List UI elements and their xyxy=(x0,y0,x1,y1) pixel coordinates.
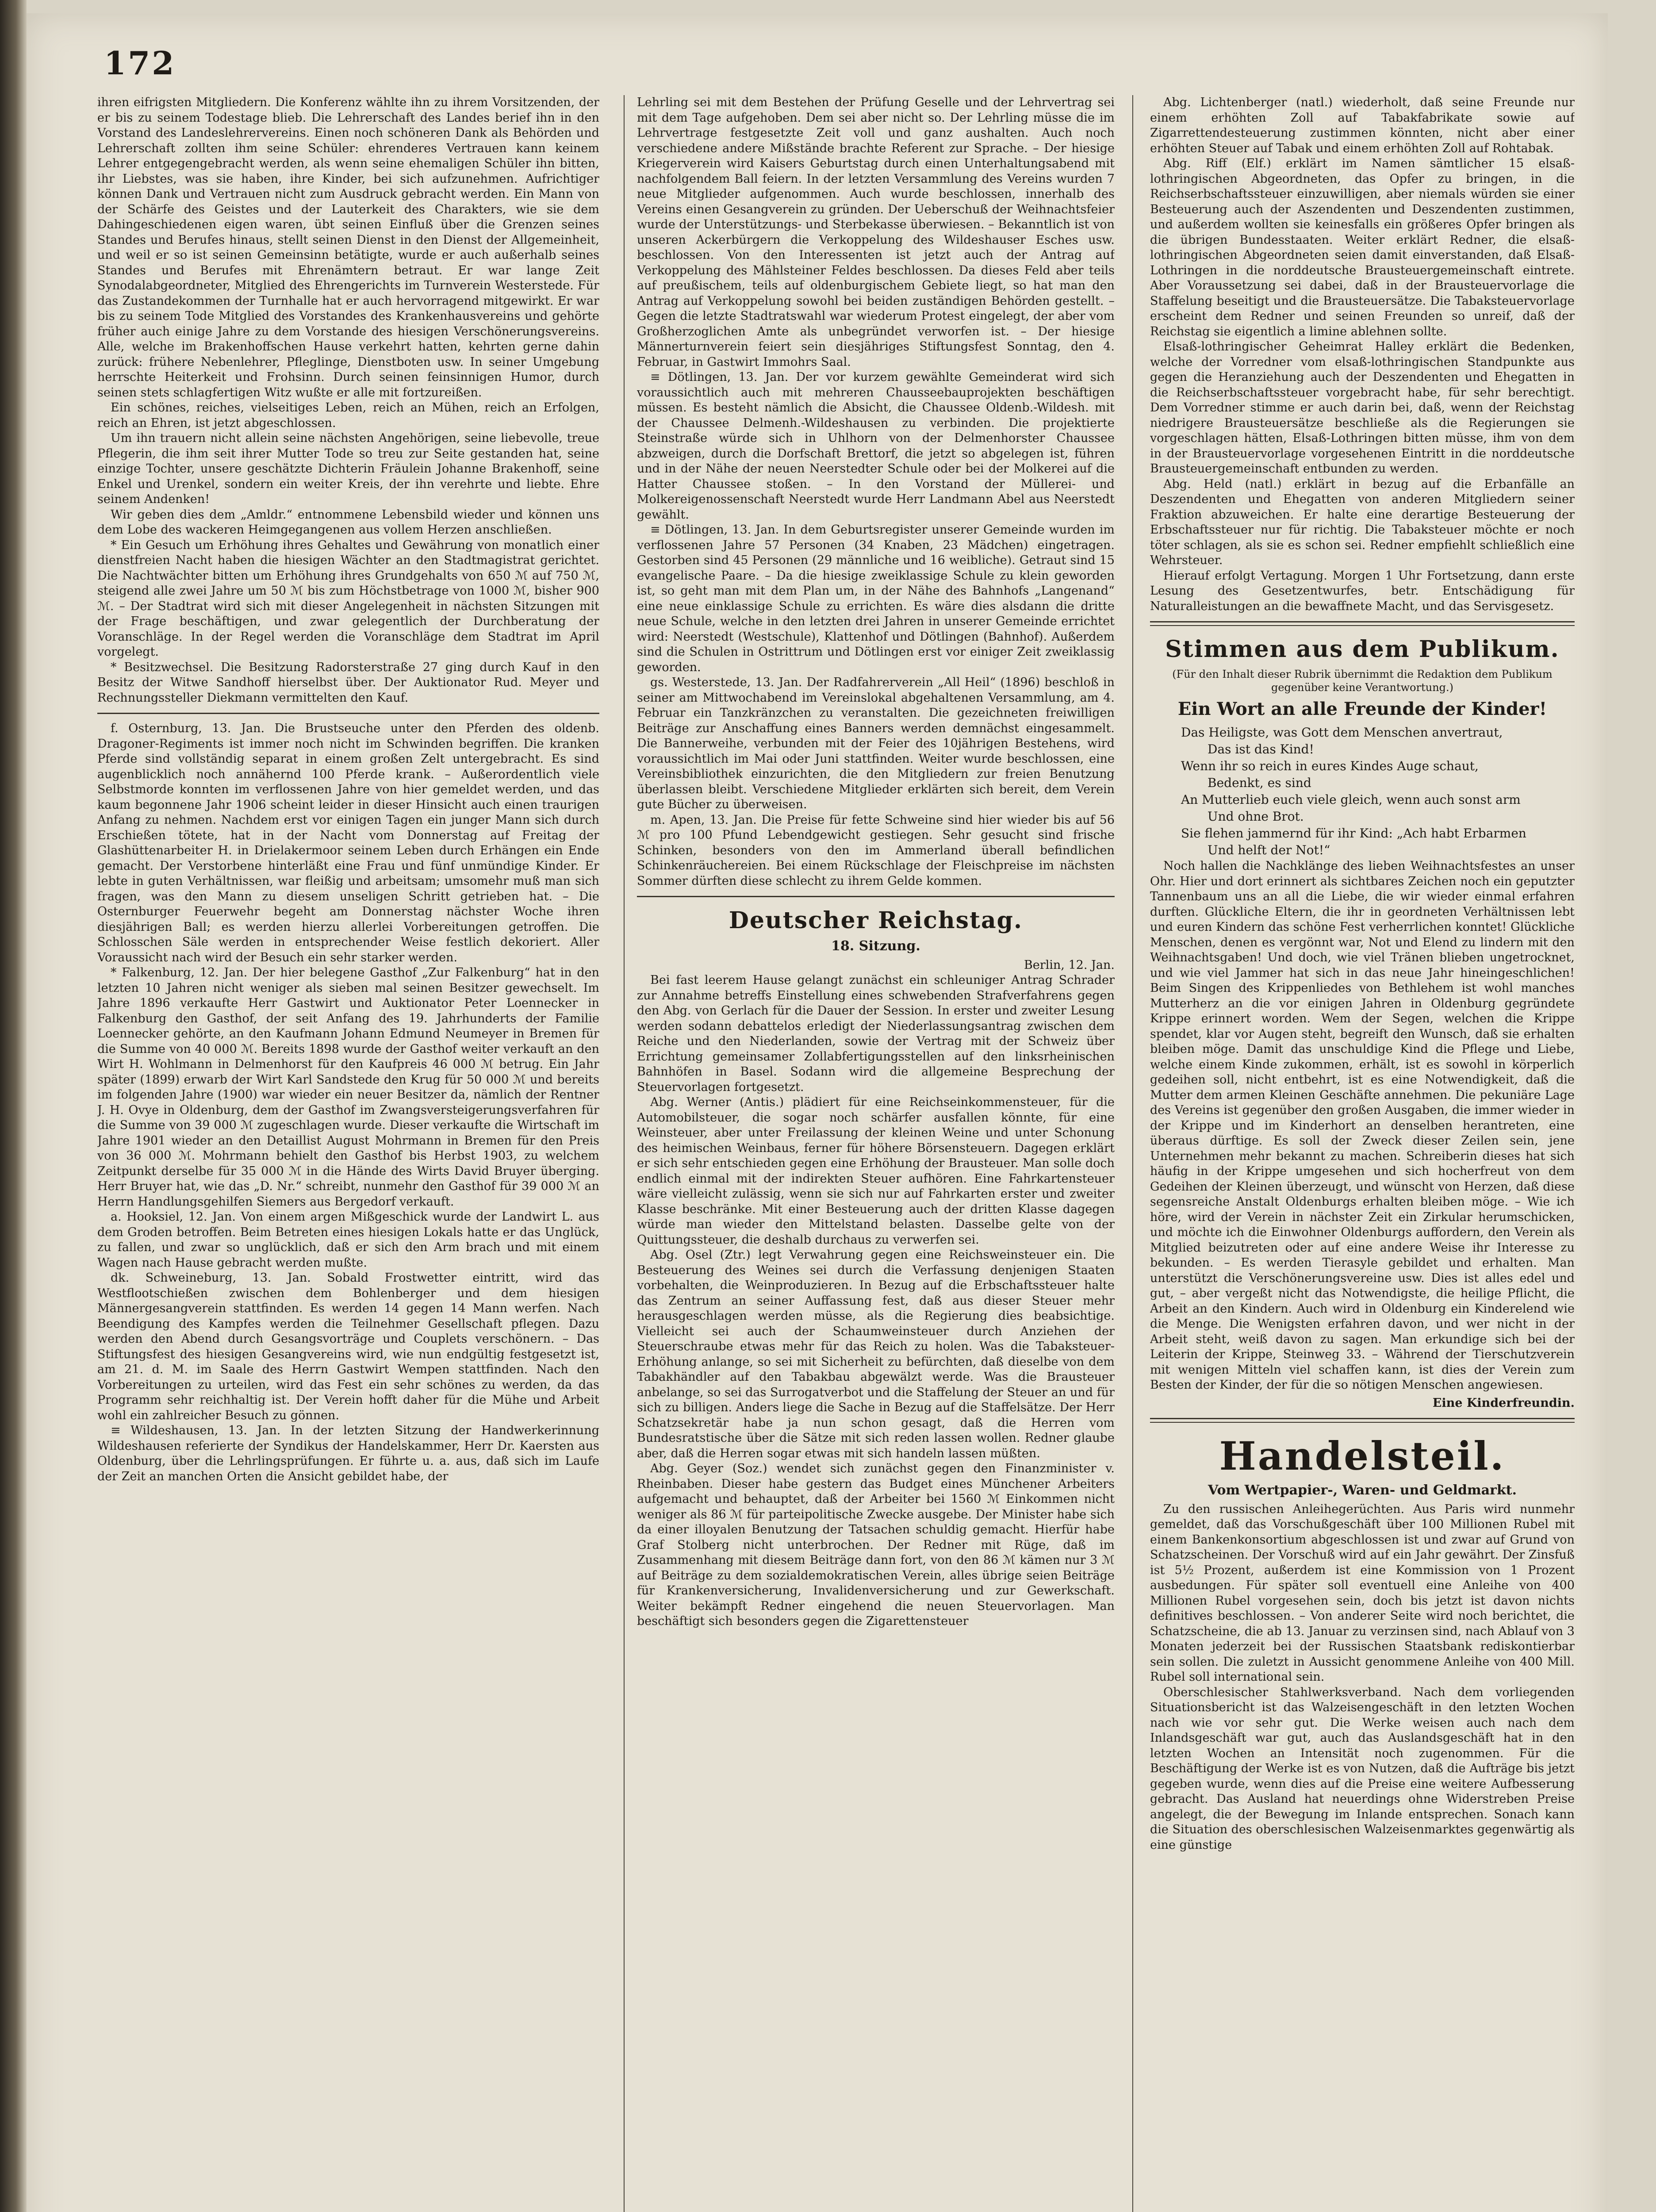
session-label: 18. Sitzung. xyxy=(831,938,920,954)
letter-title: Ein Wort an alle Freunde der Kinder! xyxy=(1177,699,1547,719)
report-paragraph: Abg. Lichtenberger (natl.) wiederholt, daß seine Freunde nur einem erhöhten Zoll auf Tabakfabrikate sowie auf Zigarrettendesteuerung zustimmen könnten, nicht aber einer erhöhten Steuer auf Tabak und einem erhöhten Zoll auf Rohtabak. xyxy=(1150,96,1575,155)
report-paragraph: Abg. Werner (Antis.) plädiert für eine Reichseinkommensteuer, für die Automobilsteuer, die sogar noch schärfer ausfallen könnte, für eine Weinsteuer, aber unter Freilassung der kleinen Weine und unter Schonung des heimischen Weinbaus, ferner für höhere Börsensteuern. Dagegen erklärt er sich sehr entschieden gegen eine Erhöhung der Brausteuer. Man solle doch endlich einmal mit der indirekten Steuer aufhören. Eine Fahrkartensteuer wäre vielleicht zulässig, wenn sie sich nur auf Fahrkarten erster und zweiter Klasse beschränke. Mit einer Besteuerung auch der dritten Klasse dagegen würde man wieder den Mittelstand belasten. Dasselbe gelte von der Quittungssteuer, die deshalb durchaus zu verwerfen sei. xyxy=(637,1095,1115,1247)
poem-line: An Mutterlieb euch viele gleich, wenn auch sonst arm xyxy=(1181,792,1521,807)
market-news-item: Oberschlesischer Stahlwerksverband. Nach dem vorliegenden Situationsbericht ist das Walzeisengeschäft in den letzten Wochen nach wie vor sehr gut. Die Werke weisen auch nach dem Inlandsgeschäft war gut, auch das Auslandsgeschäft hat in den letzten Wochen an Intensität noch zugenommen. Für die Beschäftigung der Werke ist es von Nutzen, daß die Aufträge bis jetzt gegeben wurde, wenn dies auf die Preise eine weitere Aufbesserung gebracht. Das Ausland hat neuerdings ohne Widerstreben Preise angelegt, die der Bewegung im Inlande entsprechen. Sonach kann die Situation des oberschlesischen Walzeisenmarktes gegenwärtig als eine günstige xyxy=(1150,1685,1575,1852)
poem-line: Das Heiligste, was Gott dem Menschen anvertraut, xyxy=(1181,725,1503,740)
publikum-heading: Stimmen aus dem Publikum. xyxy=(1165,636,1560,663)
section-divider xyxy=(1150,1418,1575,1423)
news-item: gs. Westerstede, 13. Jan. Der Radfahrerverein „All Heil“ (1896) beschloß in seiner am Mittwochabend im Vereinslokal abgehaltenen Versammlung, am 4. Februar ein Tanzkränzchen zu veranstalten. Die gezeichneten freiwilligen Beiträge zur Anschaffung eines Banners werden demnächst eingesammelt. Die Bannerweihe, verbunden mit der Feier des 10jährigen Bestehens, wird voraussichtlich im Mai oder Juni stattfinden. Weiter wurde beschlossen, eine Vereinsbibliothek einzurichten, die den Mitgliedern zur freien Benutzung überlassen bleibt. Verschiedene Mitglieder erklärten sich bereit, dem Verein gute Bücher zu überweisen. xyxy=(637,676,1115,811)
book-binding-edge xyxy=(0,0,27,2212)
news-item: ≡ Dötlingen, 13. Jan. In dem Geburtsregister unserer Gemeinde wurden im verflossenen Jahre 57 Personen (34 Knaben, 23 Mädchen) eingetragen. Gestorben sind 45 Personen (29 männliche und 16 weibliche). Getraut sind 15 evangelische Paare. – Da die hiesige zweiklassige Schule zu klein geworden ist, so geht man mit dem Plan um, in der Nähe des Bahnhofs „Langenand“ eine neue einklassige Schule zu errichten. Es wäre dies alsdann die dritte neue Schule, welche in den letzten drei Jahren in unserer Gemeinde errichtet wird: Neerstedt (Westschule), Klattenhof und Dötlingen (Bahnhof). Außerdem sind die Schulen in Ostrittrum und Dötlingen erst vor einiger Zeit zweiklassig geworden. xyxy=(637,523,1115,674)
poem-line: Das ist das Kind! xyxy=(1208,742,1314,757)
report-paragraph: Hierauf erfolgt Vertagung. Morgen 1 Uhr Fortsetzung, dann erste Lesung des Gesetzentwurfes, betr. Entschädigung für Naturalleistungen an die bewaffnete Macht, und das Servisgesetz. xyxy=(1150,568,1575,613)
news-item: dk. Schweineburg, 13. Jan. Sobald Frostwetter eintritt, wird das Westflootschießen zwischen dem Bohlenberger und dem hiesigen Männergesangverein stattfinden. Es werden 14 gegen 14 Mann werfen. Nach Beendigung des Kampfes werden die Teilnehmer Gesellschaft pflegen. Dazu werden den Abend durch Gesangsvorträge und Couplets verschönern. – Das Stiftungsfest des hiesigen Gesangvereins wird, wie nun endgültig festgesetzt ist, am 21. d. M. im Saale des Herrn Gastwirt Wempen stattfinden. Nach den Vorbereitungen zu urteilen, wird das Fest ein sehr schönes zu werden, da das Programm sehr reichhaltig ist. Der Verein hofft daher für die Mühe und Arbeit wohl ein zahlreicher Besuch zu gönnen. xyxy=(97,1271,599,1422)
section-divider xyxy=(1150,621,1575,626)
report-paragraph: Bei fast leerem Hause gelangt zunächst ein schleuniger Antrag Schrader zur Annahme betreffs Einstellung eines schwebenden Strafverfahrens gegen den Abg. von Gerlach für die Dauer der Session. In erster und zweiter Lesung werden sodann debattelos erledigt der Niederlassungsantrag zwischen dem Reiche und den Niederlanden, sowie der Vertrag mit der Schweiz über Errichtung gemeinsamer Zollabfertigungsstellen auf den linksrheinischen Bahnhöfen in Basel. Sodann wird die allgemeine Besprechung der Steuervorlagen fortgesetzt. xyxy=(637,973,1115,1094)
page-number: 172 xyxy=(104,44,176,82)
news-item: * Besitzwechsel. Die Besitzung Radorsterstraße 27 ging durch Kauf in den Besitz der Witwe Sandhoff hierselbst über. Der Auktionator Rud. Meyer und Rechnungssteller Diekmann vermittelten den Kauf. xyxy=(97,660,599,705)
report-paragraph: Abg. Osel (Ztr.) legt Verwahrung gegen eine Reichsweinsteuer ein. Die Besteuerung des Weines sei durch die Verfassung denjenigen Staaten vorbehalten, die Weinproduzieren. In Bezug auf die Erbschaftssteuer halte das Zentrum an seiner Auffassung fest, daß aus dieser Steuer mehr herausgeschlagen werden müsse, als die Regierung dies beabsichtige. Vielleicht sei auch der Schaumweinsteuer durch Anziehen der Steuerschraube etwas mehr für das Reich zu holen. Was die Tabaksteuer-Erhöhung anlange, so sei mit Sicherheit zu befürchten, daß dieselbe von dem Tabakhändler auf den Tabakbau abgewälzt werde. Was die Brausteuer anbelange, so sei das Surrogatverbot und die Staffelung der Steuer an und für sich zu billigen. Anders liege die Sache in Bezug auf die Staffelsätze. Der Herr Schatzsekretär habe ja nun schon gesagt, daß die Herren vom Bundesratstische über die Sätze mit sich reden lassen wollen. Redner glaube aber, daß die Herren sogar etwas mit sich handeln lassen müßten. xyxy=(637,1248,1115,1460)
report-paragraph: Abg. Geyer (Soz.) wendet sich zunächst gegen den Finanzminister v. Rheinbaben. Dieser habe gestern das Budget eines Münchener Arbeiters aufgemacht und behauptet, daß der Arbeiter bei 1560 ℳ Einkommen nicht weniger als 86 ℳ für parteipolitische Zwecke ausgebe. Der Minister habe sich da einer illoyalen Benutzung der Tatsachen schuldig gemacht. Hierfür habe Graf Stolberg nicht unterbrochen. Der Redner mit Rüge, daß im Zusammenhang mit diesem Beiträge dann fort, von den 86 ℳ kämen nur 3 ℳ auf Beiträge zu dem sozialdemokratischen Verein, alles übrige seien Beiträge für Krankenversicherung, Invalidenversicherung und zur Gewerkschaft. Weiter bekämpft Redner eingehend die neuen Steuervorlagen. Man beschäftigt sich besonders gegen die Zigarettensteuer xyxy=(637,1462,1115,1628)
handelsteil-subheading: Vom Wertpapier-, Waren- und Geldmarkt. xyxy=(1208,1482,1517,1498)
letter-signature: Eine Kinderfreundin. xyxy=(1432,1396,1575,1410)
news-item: * Ein Gesuch um Erhöhung ihres Gehaltes und Gewährung von monatlich einer dienstfreien Nacht haben die hiesigen Wächter an den Stadtmagistrat gerichtet. Die Nachtwächter bitten um Erhöhung ihres Grundgehalts von 650 ℳ auf 750 ℳ, steigend alle zwei Jahre um 50 ℳ bis zum Höchstbetrage von 1000 ℳ, bisher 900 ℳ. – Der Stadtrat wird sich mit dieser Angelegenheit in nächsten Sitzungen mit der Frage beschäftigen, und zwar gelegentlich der Durchberatung der Voranschläge. In der Regel werden die Voranschläge dem Stadtrat im April vorgelegt. xyxy=(97,538,599,659)
handelsteil-heading: Handelsteil. xyxy=(1219,1433,1506,1479)
article-paragraph: Um ihn trauern nicht allein seine nächsten Angehörigen, seine liebevolle, treue Pflegerin, die ihm seit ihrer Mutter Tode so treu zur Seite gestanden hat, seine einzige Tochter, unsere geschätzte Dichterin Fräulein Johanne Brakenhoff, seine Enkel und Urenkel, sondern ein weiter Kreis, der ihn verehrte und liebte. Ehre seinem Andenken! xyxy=(97,431,599,506)
news-item: Lehrling sei mit dem Bestehen der Prüfung Geselle und der Lehrvertrag sei mit dem Tage aufgehoben. Dem sei aber nicht so. Der Lehrling müsse die im Lehrvertrage festgesetzte Zeit voll und ganz aushalten. Auch noch verschiedene andere Mißstände brachte Referent zur Sprache. – Der hiesige Kriegerverein wird Kaisers Geburtstag durch einen Unterhaltungsabend mit nachfolgendem Ball feiern. In der letzten Versammlung des Vereins wurden 7 neue Mitglieder aufgenommen. Auch wurde beschlossen, innerhalb des Vereins einen Gesangverein zu gründen. Der Ueberschuß der Weihnachtsfeier wurde der Unterstützungs- und Sterbekasse überwiesen. – Bekanntlich ist von unseren Ackerbürgern die Verkoppelung des Wildeshauser Esches usw. beschlossen. Von den Interessenten ist jetzt auch der Antrag auf Verkoppelung des Mählsteiner Feldes beschlossen. Da dieses Feld aber teils auf preußischem, teils auf oldenburgischem Gebiete liegt, so hat man den Antrag auf Verkoppelung sowohl bei beiden zuständigen Behörden gestellt. – Gegen die letzte Stadtratswahl war wiederum Protest eingelegt, der aber vom Großherzoglichen Amte als unbegründet verworfen ist. – Der hiesige Männerturnverein feiert sein diesjähriges Stiftungsfest Sonntag, den 4. Februar, in Gastwirt Immohrs Saal. xyxy=(637,96,1115,369)
report-paragraph: Abg. Held (natl.) erklärt in bezug auf die Erbanfälle an Deszendenten und Ehegatten von anderen Mitgliedern seiner Fraktion abzuweichen. Er halte eine derartige Besteuerung der Erbschaftssteuer nur für richtig. Die Tabaksteuer möchte er noch töter schlagen, als sie es schon sei. Redner empfiehlt schließlich eine Wehrsteuer. xyxy=(1150,477,1575,567)
poem-line: Bedenkt, es sind xyxy=(1208,776,1311,790)
editorial-disclaimer: (Für den Inhalt dieser Rubrik übernimmt die Redaktion dem Publikum gegenüber keine Verantwortung.) xyxy=(1172,668,1552,694)
report-paragraph: Abg. Riff (Elf.) erklärt im Namen sämtlicher 15 elsaß-lothringischen Abgeordneten, das Opfer zu bringen, in die Reichserbschaftssteuer einzuwilligen, aber niemals würden sie einer Besteuerung auch der Aszendenten und Deszendenten zustimmen, und außerdem wollten sie keinesfalls ein größeres Opfer bringen als die übrigen Bundesstaaten. Weiter erklärt Redner, die elsaß-lothringischen Abgeordneten seien damit einverstanden, daß Elsaß-Lothringen in die norddeutsche Brausteuergemeinschaft eintrete. Aber Voraussetzung sei dabei, daß in der Brausteuervorlage die Staffelung beseitigt und die Brausteuersätze. Die Tabaksteuervorlage erscheint dem Redner und seinen Freunden so unreif, daß der Reichstag sie eigentlich a limine ablehnen sollte. xyxy=(1150,157,1575,338)
poem-line: Und ohne Brot. xyxy=(1208,809,1304,824)
poem-line: Wenn ihr so reich in eures Kindes Auge schaut, xyxy=(1181,759,1479,773)
reichstag-heading: Deutscher Reichstag. xyxy=(728,907,1023,934)
section-divider xyxy=(97,713,599,714)
column-1 xyxy=(97,95,599,2212)
dateline: Berlin, 12. Jan. xyxy=(1024,958,1115,972)
news-item: ≡ Wildeshausen, 13. Jan. In der letzten Sitzung der Handwerkerinnung Wildeshausen referierte der Syndikus der Handelskammer, Herr Dr. Kaersten aus Oldenburg, über die Lehrlingsprüfungen. Er führte u. a. aus, daß sich im Laufe der Zeit an manchen Orten die Ansicht gebildet habe, der xyxy=(97,1424,599,1483)
article-paragraph: Ein schönes, reiches, vielseitiges Leben, reich an Mühen, reich an Erfolgen, reich an Ehren, ist jetzt abgeschlossen. xyxy=(97,401,599,430)
news-item: a. Hooksiel, 12. Jan. Von einem argen Mißgeschick wurde der Landwirt L. aus dem Groden betroffen. Beim Betreten eines hiesigen Lokals hatte er das Unglück, zu fallen, und zwar so unglücklich, daß er sich den Arm brach und mit einem Wagen nach Hause gebracht werden mußte. xyxy=(97,1210,599,1270)
column-2 xyxy=(637,95,1115,2212)
market-news-item: Zu den russischen Anleihegerüchten. Aus Paris wird nunmehr gemeldet, daß das Vorschußgeschäft über 100 Millionen Rubel mit einem Bankenkonsortium abgeschlossen ist und zwar auf Grund von Schatzscheinen. Der Vorschuß wird auf ein Jahr gewährt. Der Zinsfuß ist 5½ Prozent, außerdem ist eine Kommission von 1 Prozent ausbedungen. Für später soll eventuell eine Anleihe von 400 Millionen Rubel vorgesehen sein, doch bis jetzt ist davon nichts definitives beschlossen. – Von anderer Seite wird noch berichtet, die Schatzscheine, die ab 13. Januar zu verzinsen sind, nach Ablauf von 3 Monaten jederzeit bei der Russischen Staatsbank rediskontierbar sein sollen. Die zuletzt in Aussicht genommene Anleihe von 400 Mill. Rubel soll international sein. xyxy=(1150,1502,1575,1684)
news-item: m. Apen, 13. Jan. Die Preise für fette Schweine sind hier wieder bis auf 56 ℳ pro 100 Pfund Lebendgewicht gestiegen. Sehr gesucht sind frische Schinken, besonders von den im Ammerland überall befindlichen Schinkenräuchereien. Bei einem Rückschlage der Fleischpreise im nächsten Sommer dürften diese schlecht zu ihrem Gelde kommen. xyxy=(637,813,1115,888)
news-item: f. Osternburg, 13. Jan. Die Brustseuche unter den Pferden des oldenb. Dragoner-Regiments ist immer noch nicht im Schwinden begriffen. Die kranken Pferde sind vollständig separat in einem großen Zelt untergebracht. Es sind augenblicklich noch annähernd 100 Pferde krank. – Außerordentlich viele Selbstmorde konnten im verflossenen Jahre von hier gemeldet werden, und das kaum begonnene Jahr 1906 scheint leider in dieser Hinsicht auch einen traurigen Anfang zu nehmen. Nachdem erst vor einigen Tagen ein junger Mann sich durch Erschießen tötete, hat in der Nacht vom Donnerstag auf Freitag der Glashüttenarbeiter H. in Drielakermoor seinem Leben durch Erhängen ein Ende gemacht. Der Verstorbene hinterläßt eine Frau und fünf unmündige Kinder. Er lebte in guten Verhältnissen, war fleißig und arbeitsam; umsomehr muß man sich fragen, was den Mann zu diesem unseligen Schritt getrieben hat. – Die Osternburger Feuerwehr begeht am Donnerstag nächster Woche ihren diesjährigen Ball; es werden hierzu allerlei Vorbereitungen getroffen. Die Schlosschen Säle werden in entsprechender Weise festlich dekoriert. Aller Voraussicht nach wird der Besuch ein sehr starker werden. xyxy=(97,722,599,964)
column-3 xyxy=(1150,95,1575,2212)
poem-line: Und helft der Not!“ xyxy=(1208,843,1330,857)
report-paragraph: Elsaß-lothringischer Geheimrat Halley erklärt die Bedenken, welche der Vorredner vom elsaß-lothringischen Standpunkte aus gegen die Heranziehung auch der Deszendenten und Ehegatten in die Reichserbschaftssteuer vorgebracht habe, für sehr berechtigt. Dem Vorredner stimme er auch darin bei, daß, wenn der Reichstag niedrigere Brausteuersätze beschließe als die Regierungen sie vorgeschlagen hätten, Elsaß-Lothringen bitten müsse, ihm von dem in der Brausteuervorlage vorgesehenen Eintritt in die norddeutsche Brausteuergemeinschaft entbunden zu werden. xyxy=(1150,340,1575,476)
letter-paragraph: Noch hallen die Nachklänge des lieben Weihnachtsfestes an unser Ohr. Hier und dort erinnert als sichtbares Zeichen noch ein geputzter Tannenbaum uns an all die Liebe, die wir wieder einmal erfahren durften. Glückliche Eltern, die ihr in geordneten Verhältnissen lebt und euren Kindern das schöne Fest verherrlichen konntet! Glückliche Menschen, denen es vergönnt war, Not und Elend zu lindern mit den Weihnachtsgaben! Und doch, wie viel Tränen blieben ungetrocknet, und wie viel Jammer hat sich in das neue Jahr hineingeschlichen! Beim Singen des Krippenliedes von Bethlehem ist wohl manches Mutterherz an die vor einigen Jahren in Oldenburg gegründete Krippe erinnert worden. Wem der Segen, welchen die Krippe spendet, klar vor Augen steht, begreift den Wunsch, daß sie erhalten bleiben möge. Damit das unschuldige Kind die Pflege und Liebe, welche einem Kinde zukommen, erhält, ist es sowohl in körperlich gedeihen soll, nicht entbehrt, ist es eine Notwendigkeit, daß die Mutter dem armen Kleinen Geschäfte annehmen. Die pekuniäre Lage des Vereins ist gegenüber den großen Ausgaben, die immer wieder in der Krippe und im Kinderhort an denselben herantreten, eine überaus dürftige. Es soll der Zweck dieser Zeilen sein, jene Unternehmen mehr bekannt zu machen. Schreiberin dieses hat sich häufig in der Krippe umgesehen und sich hocherfreut von dem Gedeihen der Kleinen überzeugt, und wünscht von Herzen, daß diese segensreiche Anstalt Oldenburgs erhalten bleiben möge. – Wie ich höre, wird der Verein in nächster Zeit ein Zirkular herumschicken, und möchte ich die Einwohner Oldenburgs auffordern, den Verein als Mitglied beizutreten oder auf eine andere Weise ihr Interesse zu bekunden. – Es werden Tierasyle gebildet und erhalten. Man unterstützt die Verschönerungsvereine usw. Dies ist alles edel und gut, – aber vergeßt nicht das Notwendigste, die heilige Pflicht, die Arbeit an den Kindern. Auch wird in Oldenburg ein Kinderelend wie die Menge. Die Wenigsten erfahren davon, und wer nicht in der Arbeit steht, weiß davon zu sagen. Man erkundige sich bei der Leiterin der Krippe, Steinweg 33. – Während der Tierschutzverein mit wenigen Mitteln viel schaffen kann, ist dies der Verein zum Besten der Kinder, der für die so nötigen Menschen angewiesen. xyxy=(1150,859,1575,1392)
article-paragraph: Wir geben dies dem „Amldr.“ entnommene Lebensbild wieder und können uns dem Lobe des wackeren Heimgegangenen aus vollem Herzen anschließen. xyxy=(97,507,599,537)
column-rule-1 xyxy=(624,95,625,2212)
article-paragraph: ihren eifrigsten Mitgliedern. Die Konferenz wählte ihn zu ihrem Vorsitzenden, der er bis zu seinem Todestage blieb. Die Lehrerschaft des Landes berief ihn in den Vorstand des Landeslehrervereins. Einen noch schöneren Dank als Behörden und Lehrerschaft zollten ihm seine Schüler: ehrenderes Vertrauen kann keinem Lehrer entgegengebracht werden, als wenn seine ehemaligen Schüler ihn bitten, ihr Liebstes, was sie haben, ihre Kinder, bei sich aufzunehmen. Aufrichtiger können Dank und Vertrauen nicht zum Ausdruck gebracht werden. Ein Mann von der Schärfe des Geistes und der Lauterkeit des Charakters, wie sie dem Dahingeschiedenen eigen waren, übt seinen Einfluß über die Grenzen seines Standes und Berufes hinaus, stellt seinen Dienst in den Dienst der Allgemeinheit, und weil er so ist seinen Gemeinsinn betätigte, wurde er auch außerhalb seines Standes und Berufes mit Ehrenämtern betraut. Er war lange Zeit Synodalabgeordneter, Mitglied des Ehrengerichts im Turnverein Westerstede. Für das Zustandekommen der Turnhalle hat er auch hervorragend mitgewirkt. Er war bis zu seinem Tode Mitglied des Vorstandes des Krankenhausvereins und gehörte früher auch einige Jahre zu dem Vorstande des hiesigen Verschönerungsvereins. Alle, welche im Brakenhoffschen Hause verkehrt hatten, kehrten gerne dahin zurück: frühere Nebenlehrer, Pfleglinge, Dienstboten usw. In seiner Umgebung herrschte Heiterkeit und Frohsinn. Durch seinen feinsinnigen Humor, durch seinen stets schlagfertigen Witz wußte er alle mit fortzureißen. xyxy=(97,96,599,399)
poem-line: Sie flehen jammernd für ihr Kind: „Ach habt Erbarmen xyxy=(1181,826,1526,841)
column-rule-2 xyxy=(1132,95,1133,2212)
section-divider xyxy=(637,896,1115,897)
news-item: * Falkenburg, 12. Jan. Der hier belegene Gasthof „Zur Falkenburg“ hat in den letzten 10 Jahren nicht weniger als sieben mal seinen Besitzer gewechselt. Im Jahre 1896 verkaufte Herr Gastwirt und Auktionator Peter Loennecker in Falkenburg den Gasthof, der seit Anfang des 19. Jahrhunderts der Familie Loennecker gehörte, an den Kaufmann Johann Edmund Neumeyer in Bremen für die Summe von 40 000 ℳ. Bereits 1898 wurde der Gasthof weiter verkauft an den Wirt H. Wohlmann in Delmenhorst für den Kaufpreis 46 000 ℳ betrug. Ein Jahr später (1899) erwarb der Wirt Karl Sandstede den Krug für 50 000 ℳ und bereits im folgenden Jahre (1900) war wieder ein neuer Besitzer da, nämlich der Rentner J. H. Ovye in Oldenburg, dem der Gasthof im Zwangsversteigerungsverfahren für die Summe von 39 000 ℳ zugeschlagen wurde. Dieser verkaufte die Wirtschaft im Jahre 1901 wieder an den Detaillist August Mohrmann in Bremen für den Preis von 36 000 ℳ. Mohrmann behielt den Gasthof bis Herbst 1903, zu welchem Zeitpunkt derselbe für 35 000 ℳ in die Hände des Wirts David Bruyer überging. Herr Bruyer hat, wie das „D. Nr.“ schreibt, nunmehr den Gasthof für 39 000 ℳ an Herrn Handlungsgehilfen Siemers aus Bergedorf verkauft. xyxy=(97,966,599,1209)
news-item: ≡ Dötlingen, 13. Jan. Der vor kurzem gewählte Gemeinderat wird sich voraussichtlich auch mit mehreren Chausseebauprojekten beschäftigen müssen. Es besteht nämlich die Absicht, die Chaussee Oldenb.-Wildesh. mit der Chaussee Delmenh.-Wildeshausen zu verbinden. Die projektierte Steinstraße würde sich in Uhlhorn von der Delmenhorster Chaussee abzweigen, durch die Dorfschaft Brettorf, die jetzt so abgelegen ist, führen und in der Nähe der neuen Neerstedter Schule oder bei der Molkerei auf die Hatter Chaussee stoßen. – In den Vorstand der Müllerei- und Molkereigenossenschaft Neerstedt wurde Herr Landmann Abel aus Neerstedt gewählt. xyxy=(637,370,1115,522)
